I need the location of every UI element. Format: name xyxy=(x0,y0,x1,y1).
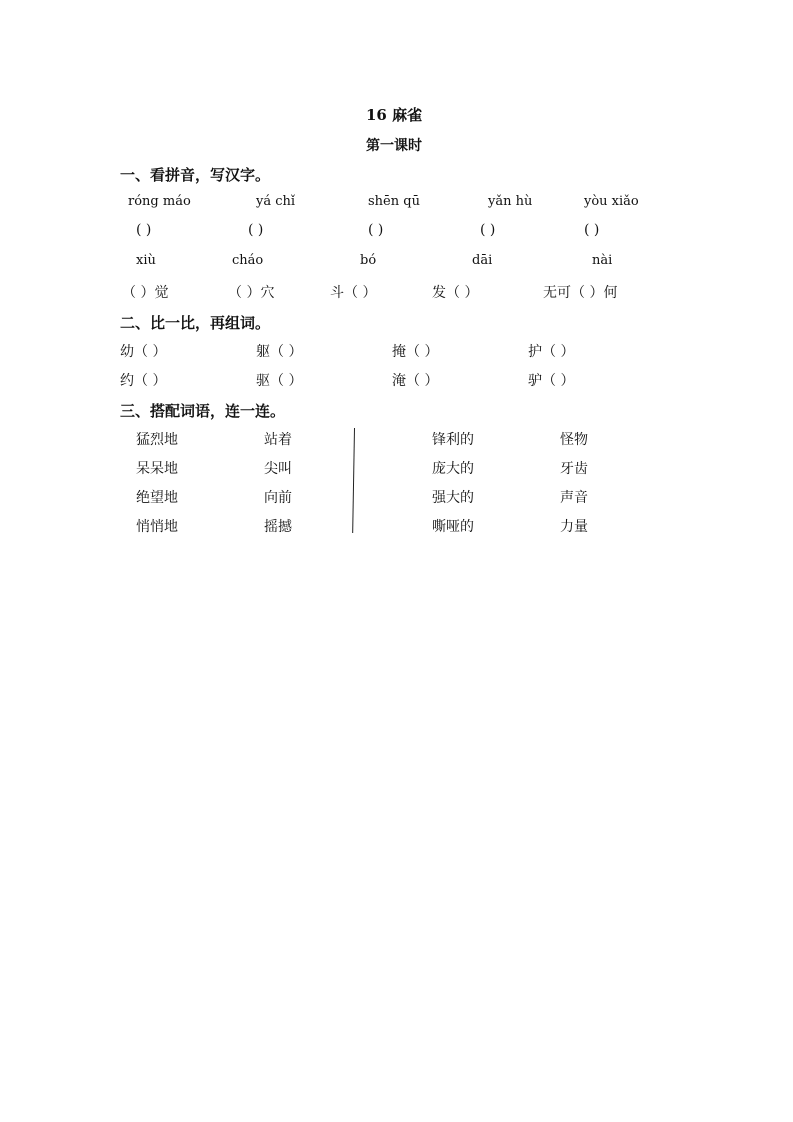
compare-qu2[interactable]: 驱（ ） xyxy=(256,373,303,389)
match-word[interactable]: 强大的 xyxy=(432,490,474,506)
fill-blank-jue[interactable]: （ ）觉 xyxy=(122,285,169,301)
answer-blank[interactable]: ( ) xyxy=(480,222,496,238)
compare-yan2[interactable]: 淹（ ） xyxy=(392,373,439,389)
compare-you[interactable]: 幼（ ） xyxy=(120,344,167,360)
pinyin-dai: dāi xyxy=(472,253,493,268)
compare-yue[interactable]: 约（ ） xyxy=(120,373,167,389)
pinyin-chao: cháo xyxy=(232,253,264,268)
compare-lv[interactable]: 驴（ ） xyxy=(528,373,575,389)
fill-blank-fa[interactable]: 发（ ） xyxy=(432,285,479,301)
match-word[interactable]: 摇撼 xyxy=(264,519,292,535)
match-word[interactable]: 锋利的 xyxy=(432,432,474,448)
match-word[interactable]: 嘶哑的 xyxy=(432,519,474,535)
fill-blank-xue[interactable]: （ ）穴 xyxy=(228,285,275,301)
page-title: 16 麻雀 xyxy=(366,106,423,124)
pinyin-you-xiao: yòu xiǎo xyxy=(584,194,639,209)
fill-blank-wukenaihe[interactable]: 无可（ ）何 xyxy=(543,285,618,301)
section1-heading: 一、看拼音，写汉字。 xyxy=(120,166,271,184)
column-divider xyxy=(352,428,355,533)
match-word[interactable]: 怪物 xyxy=(560,432,588,448)
pinyin-yan-hu: yǎn hù xyxy=(488,194,533,209)
pinyin-rong-mao: róng máo xyxy=(128,194,191,209)
compare-hu[interactable]: 护（ ） xyxy=(528,344,575,360)
compare-yan[interactable]: 掩（ ） xyxy=(392,344,439,360)
answer-blank[interactable]: ( ) xyxy=(248,222,264,238)
page-subtitle: 第一课时 xyxy=(366,138,422,154)
match-word[interactable]: 猛烈地 xyxy=(136,432,178,448)
section3-heading: 三、搭配词语，连一连。 xyxy=(120,402,286,420)
fill-blank-dou[interactable]: 斗（ ） xyxy=(330,285,377,301)
pinyin-bo: bó xyxy=(360,253,377,268)
answer-blank[interactable]: ( ) xyxy=(584,222,600,238)
match-word[interactable]: 站着 xyxy=(264,432,292,448)
pinyin-shen-qu: shēn qū xyxy=(368,194,420,209)
match-word[interactable]: 力量 xyxy=(560,519,588,535)
match-word[interactable]: 呆呆地 xyxy=(136,461,178,477)
section2-heading: 二、比一比，再组词。 xyxy=(120,314,271,332)
pinyin-xiu: xiù xyxy=(136,253,156,268)
match-word[interactable]: 牙齿 xyxy=(560,461,588,477)
answer-blank[interactable]: ( ) xyxy=(136,222,152,238)
pinyin-nai: nài xyxy=(592,253,613,268)
compare-qu[interactable]: 躯（ ） xyxy=(256,344,303,360)
answer-blank[interactable]: ( ) xyxy=(368,222,384,238)
match-word[interactable]: 悄悄地 xyxy=(136,519,178,535)
match-word[interactable]: 向前 xyxy=(264,490,292,506)
pinyin-ya-chi: yá chǐ xyxy=(256,194,296,209)
match-word[interactable]: 庞大的 xyxy=(432,461,474,477)
match-word[interactable]: 尖叫 xyxy=(264,461,292,477)
match-word[interactable]: 绝望地 xyxy=(136,490,178,506)
match-word[interactable]: 声音 xyxy=(560,490,588,506)
